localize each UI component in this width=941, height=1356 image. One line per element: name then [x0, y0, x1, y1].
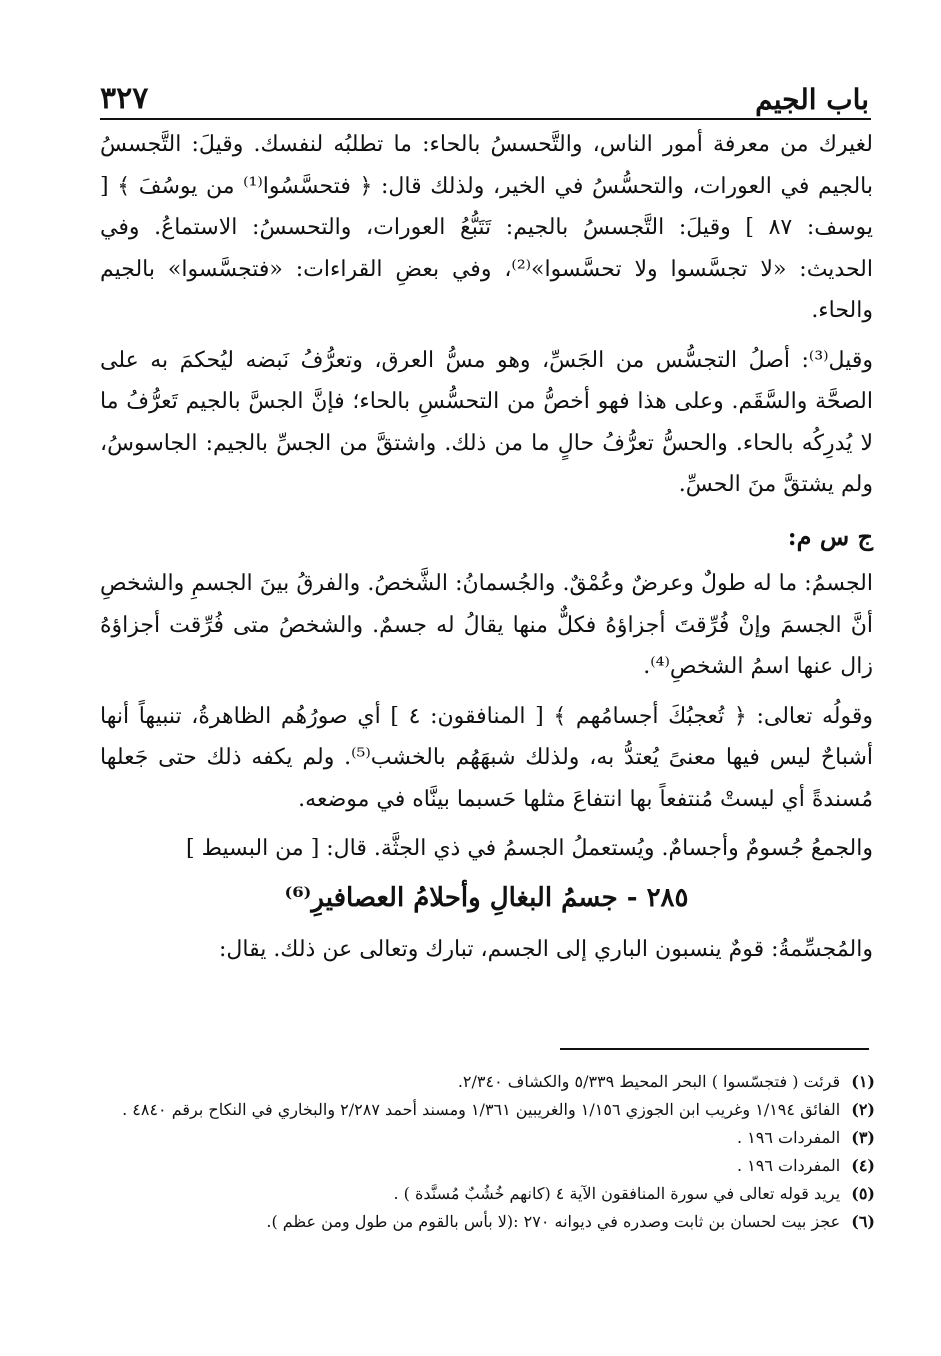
page-header [100, 56, 869, 116]
footnote-number: (٥) [851, 1184, 875, 1203]
main-text [100, 124, 873, 979]
paragraph-ajsam: وقولُه تعالى: ﴿ تُعجبُكَ أجسامُهم ﴾ [ المنافقون: ٤ ] أي صورُهُم الظاهرةُ، تنبيهاً أنها أشباحٌ ليس فيها معنىً يُعتدُّ به، ولذلك شبهَهُم بالخشب⁽⁵⁾. ولم يكفه ذلك حتى جَعلها مُسندةً أي ليستْ مُنتفعاً بها انتفاعَ مثلها حَسبما بينَّاه في موضعه. [100, 703, 874, 812]
footnote-item [98, 1068, 875, 1096]
footnote-text: يريد قوله تعالى في سورة المنافقون الآية ٤ (كانهم خُشُبٌ مُسنَّدة ) . [393, 1184, 841, 1203]
footnote-number: (٣) [851, 1128, 875, 1147]
footnote-text: قرئت ( فتجسّسوا ) البحر المحيط ٥/٣٣٩ والكشاف ٢/٣٤٠. [457, 1072, 841, 1091]
footnote-item [98, 1124, 875, 1152]
footnotes [98, 1068, 875, 1236]
page-number: ٣٢٧ [100, 81, 149, 116]
footnote-number: (٦) [851, 1212, 875, 1231]
entry-heading: ج س م: [787, 521, 873, 551]
footnote-item [98, 1180, 875, 1208]
paragraph-jass: وقيل⁽³⁾: أصلُ التجسُّس من الجَسِّ، وهو مسُّ العرق، وتعرُّفُ نَبضه ليُحكمَ به على الصحَّة والسَّقَم. وعلى هذا فهو أخصُّ من التحسُّسِ بالحاء؛ فإنَّ الجسَّ بالجيم تَعرُّفُ ما لا يُدرِكُه بالحاء. والحسُّ تعرُّفُ حالٍ ما من ذلك. واشتقَّ من الجسِّ بالجيم: الجاسوسُ، ولم يشتقَّ منَ الحسِّ. [100, 347, 873, 497]
footnote-text: الفائق ١/١٩٤ وغريب ابن الجوزي ١/١٥٦ والغريبين ١/٣٦١ ومسند أحمد ٢/٢٨٧ والبخاري في النكاح برقم ٤٨٤٠ . [122, 1100, 841, 1119]
footnote-text: المفردات ١٩٦ . [736, 1128, 841, 1147]
paragraph-tajassus: لغيرك من معرفة أمور الناس، والتَّحسسُ بالحاء: ما تطلبُه لنفسك. وقيلَ: التَّجسسُ بالجيم في العورات، والتحسُّسُ في الخير، ولذلك قال: ﴿ فتحسَّسُوا⁽¹⁾ من يوسُفَ ﴾ [ يوسف: ٨٧ ] وقيلَ: التَّجسسُ بالجيم: تَتَبُّعُ العورات، والتحسسُ: الاستماعُ. وفي الحديث: «لا تجسَّسوا ولا تحسَّسوا»⁽²⁾، وفي بعضِ القراءات: «فتجسَّسوا» بالجيم والحاء. [100, 132, 873, 323]
paragraph-plural: والجمعُ جُسومٌ وأجسامٌ. ويُستعملُ الجسمُ في ذي الجثَّة. قال: [ من البسيط ] [186, 836, 873, 861]
footnote-text: عجز بيت لحسان بن ثابت وصدره في ديوانه ٢٧٠ :(لا بأس بالقوم من طول ومن عظم ). [266, 1212, 841, 1231]
footnote-item [98, 1096, 875, 1124]
footnote-number: (١) [851, 1072, 875, 1091]
header-rule [100, 118, 871, 120]
paragraph-mujassima: والمُجسِّمةُ: قومٌ ينسبون الباري إلى الجسم، تبارك وتعالى عن ذلك. يقال: [218, 937, 873, 962]
poetry-verse: ٢٨٥ - جسمُ البغالِ وأحلامُ العصافيرِ⁽⁶⁾ [284, 882, 689, 913]
footnote-number: (٢) [851, 1100, 875, 1119]
footnote-rule [560, 1048, 869, 1050]
footnote-item [98, 1152, 875, 1180]
paragraph-jism: الجسمُ: ما له طولٌ وعرضٌ وعُمْقٌ. والجُسمانُ: الشَّخصُ. والفرقُ بينَ الجسمِ والشخصِ أنَّ الجسمَ وإنْ فُرِّقتَ أجزاؤهُ فكلٌّ منها يقالُ له جسمٌ. والشخصُ متى فُرِّقت أجزاؤهُ زال عنها اسمُ الشخصِ⁽⁴⁾. [100, 571, 873, 679]
section-name: باب الجيم [755, 83, 869, 116]
footnote-item [98, 1208, 875, 1236]
footnote-number: (٤) [851, 1156, 875, 1175]
footnote-text: المفردات ١٩٦ . [736, 1156, 841, 1175]
